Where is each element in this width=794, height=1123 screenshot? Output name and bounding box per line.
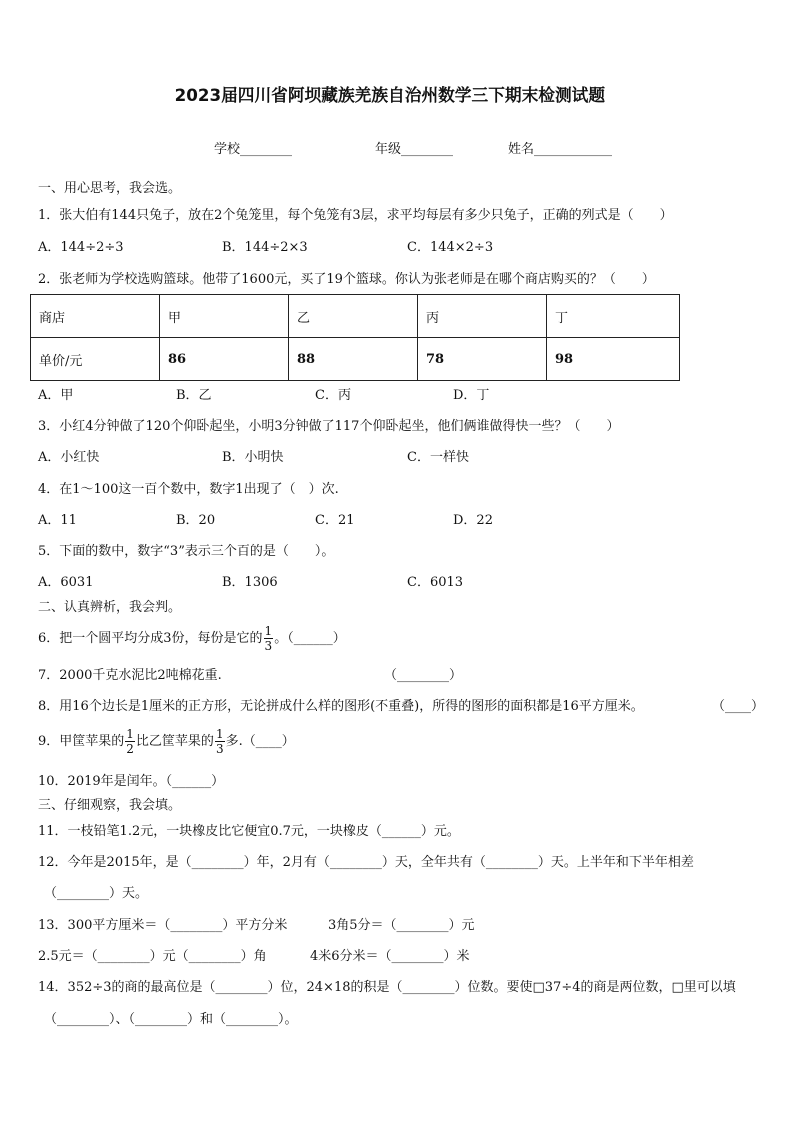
table-cell: 98 <box>547 338 680 381</box>
question-2-option-c: C．丙 <box>315 388 351 403</box>
question-12-line-1: 12．今年是2015年，是（________）年，2月有（________）天，全年共有（________）天。上半年和下半年相差 <box>38 855 694 870</box>
fraction-one-third <box>264 625 274 652</box>
table-cell: 丁 <box>547 295 680 338</box>
question-8-stem: 8．用16个边长是1厘米的正方形，无论拼成什么样的图形(不重叠)，所得的图形的面积都是16平方厘米。 <box>38 699 644 714</box>
fraction-denominator: 3 <box>264 639 273 653</box>
question-4-stem: 4．在1～100这一百个数中，数字1出现了（ ）次. <box>38 482 339 497</box>
question-6-blank: 。（______） <box>274 631 346 646</box>
question-5-option-a: A．6031 <box>38 575 94 590</box>
fraction-numerator: 1 <box>264 624 273 638</box>
question-10: 10．2019年是闰年。（______） <box>38 774 225 789</box>
question-12-line-2: （________）天。 <box>44 886 149 901</box>
question-9-text-mid: 比乙筐苹果的 <box>135 734 214 749</box>
question-6 <box>38 624 346 654</box>
question-3-option-b: B．小明快 <box>222 450 284 465</box>
question-13-part-d: 4米6分米＝（________）米 <box>310 949 470 964</box>
grade-field: 年级________ <box>375 142 454 157</box>
question-9-text: 9．甲筐苹果的 <box>38 734 125 749</box>
table-header-row <box>31 295 680 338</box>
fraction-denominator: 3 <box>215 742 224 756</box>
question-5-option-c: C．6013 <box>407 575 464 590</box>
table-cell: 86 <box>160 338 289 381</box>
question-2-option-a: A．甲 <box>38 388 74 403</box>
table-cell: 乙 <box>289 295 418 338</box>
table-cell: 丙 <box>418 295 547 338</box>
fraction-numerator: 1 <box>215 727 224 741</box>
question-1-option-b: B．144÷2×3 <box>222 240 308 255</box>
question-2-option-d: D．丁 <box>453 388 490 403</box>
question-3-option-c: C．一样快 <box>407 450 469 465</box>
table-cell: 商店 <box>31 295 160 338</box>
question-14-line-2: （________）、（________）和（________）。 <box>44 1012 298 1027</box>
question-11: 11．一枝铅笔1.2元，一块橡皮比它便宜0.7元，一块橡皮（______）元。 <box>38 824 460 839</box>
question-2-stem: 2．张老师为学校选购篮球。他带了1600元，买了19个篮球。你认为张老师是在哪个商店购买的？（ ） <box>38 272 655 287</box>
question-13-part-b: 3角5分＝（________）元 <box>328 918 475 933</box>
fraction-denominator: 2 <box>126 742 134 756</box>
question-4-option-d: D．22 <box>453 513 493 528</box>
section-heading-1: 一、用心思考，我会选。 <box>38 181 182 196</box>
question-7-stem: 7．2000千克水泥比2吨棉花重. <box>38 668 222 683</box>
table-cell: 单价/元 <box>31 338 160 381</box>
question-4-option-c: C．21 <box>315 513 355 528</box>
exam-title: 2023届四川省阿坝藏族羌族自治州数学三下期末检测试题 <box>174 86 606 106</box>
question-7-blank: （________） <box>384 668 463 683</box>
question-9-blank: 多.（____） <box>225 734 295 749</box>
section-heading-2: 二、认真辨析，我会判。 <box>38 600 182 615</box>
question-1-option-c: C．144×2÷3 <box>407 240 494 255</box>
section-heading-3: 三、仔细观察，我会填。 <box>38 798 182 813</box>
question-3-stem: 3．小红4分钟做了120个仰卧起坐，小明3分钟做了117个仰卧起坐，他们俩谁做得快一些？（ ） <box>38 419 620 434</box>
question-5-stem: 5．下面的数中，数字“3”表示三个百的是（ ）。 <box>38 544 335 559</box>
table-cell: 78 <box>418 338 547 381</box>
question-3-option-a: A．小红快 <box>38 450 100 465</box>
question-8-blank: （____） <box>712 699 765 714</box>
name-field: 姓名____________ <box>508 142 613 157</box>
fraction-one-third <box>215 728 225 755</box>
question-13-part-c: 2.5元＝（________）元（________）角 <box>38 949 267 964</box>
question-1-stem: 1．张大伯有144只兔子，放在2个兔笼里，每个兔笼有3层，求平均每层有多少只兔子，正确的列式是（ ） <box>38 208 673 223</box>
fraction-one-half <box>125 728 135 755</box>
question-6-text: 6．把一个圆平均分成3份，每份是它的 <box>38 631 263 646</box>
table-cell: 甲 <box>160 295 289 338</box>
question-9 <box>38 727 295 757</box>
fraction-numerator: 1 <box>126 727 134 741</box>
question-2-option-b: B．乙 <box>176 388 212 403</box>
table-cell: 88 <box>289 338 418 381</box>
question-4-option-a: A．11 <box>38 513 77 528</box>
school-field: 学校________ <box>214 142 293 157</box>
question-14-line-1: 14．352÷3的商的最高位是（________）位，24×18的积是（________）位数。要使□37÷4的商是两位数，□里可以填 <box>38 980 736 995</box>
price-table <box>30 294 680 381</box>
question-1-option-a: A．144÷2÷3 <box>38 240 124 255</box>
question-5-option-b: B．1306 <box>222 575 278 590</box>
table-row <box>31 338 680 381</box>
question-13-part-a: 13．300平方厘米＝（________）平方分米 <box>38 918 288 933</box>
question-4-option-b: B．20 <box>176 513 216 528</box>
